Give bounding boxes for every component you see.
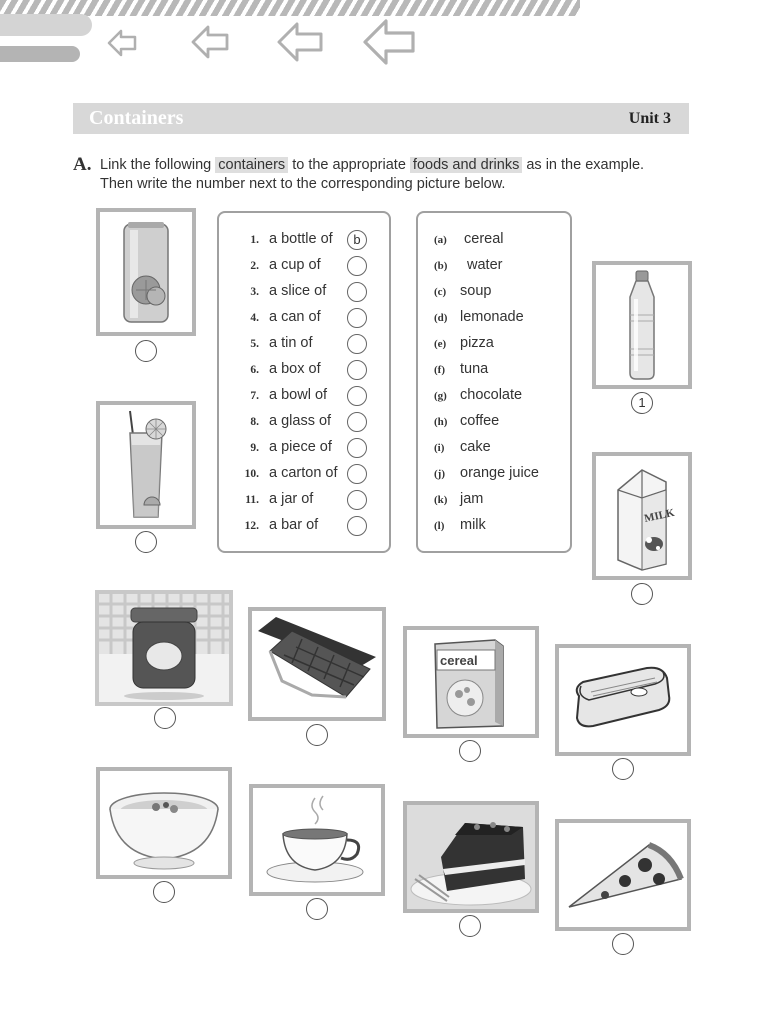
- container-phrase: a bar of: [269, 517, 319, 533]
- container-phrase: a glass of: [269, 413, 332, 429]
- water-bottle-icon: [596, 265, 688, 385]
- list-item: [418, 438, 570, 460]
- tuna-tin-icon: [559, 648, 687, 752]
- list-item: [418, 464, 570, 486]
- list-item: [418, 308, 570, 330]
- list-item: [219, 412, 389, 434]
- carton-picture: [592, 452, 692, 580]
- list-item: [418, 334, 570, 356]
- arrow-left-icon: [106, 28, 138, 58]
- food-word: lemonade: [460, 309, 524, 325]
- food-letter: (a): [434, 234, 447, 246]
- food-letter: (h): [434, 416, 448, 428]
- top-stripe-decoration: [0, 0, 580, 16]
- list-item: [219, 256, 389, 278]
- list-item: [219, 360, 389, 382]
- food-word: milk: [460, 517, 486, 533]
- picture-number-circle[interactable]: [612, 933, 634, 955]
- food-word: soup: [460, 283, 492, 299]
- answer-circle[interactable]: [347, 308, 367, 328]
- list-item: [219, 386, 389, 408]
- list-item: [418, 360, 570, 382]
- picture-number-circle[interactable]: [153, 881, 175, 903]
- item-number: 8.: [250, 416, 259, 428]
- pizza-pizza-slice-icon: [559, 823, 687, 927]
- item-number: 9.: [250, 442, 259, 454]
- list-item: [418, 516, 570, 538]
- cereal-picture: [403, 626, 539, 738]
- food-word: tuna: [460, 361, 489, 377]
- picture-number-circle[interactable]: [306, 898, 328, 920]
- picture-number-circle[interactable]: [459, 740, 481, 762]
- foods-list: [416, 211, 572, 553]
- highlight-containers: containers: [215, 157, 288, 173]
- jam-jar-icon: [99, 594, 229, 702]
- can-picture: [96, 208, 196, 336]
- container-phrase: a cup of: [269, 257, 321, 273]
- food-letter: (l): [434, 520, 445, 532]
- chocolate-bar-icon: [252, 611, 382, 717]
- answer-circle[interactable]: [347, 516, 367, 536]
- item-number: 1.: [250, 234, 259, 246]
- arrow-left-icon: [362, 18, 416, 66]
- tab-decoration: [0, 14, 92, 36]
- answer-circle[interactable]: [347, 360, 367, 380]
- answer-circle[interactable]: [347, 282, 367, 302]
- food-letter: (g): [434, 390, 447, 402]
- food-word: chocolate: [460, 387, 523, 403]
- soup-bowl-icon: [100, 771, 228, 875]
- cake-slice-icon: [407, 805, 535, 909]
- container-phrase: a bowl of: [269, 387, 328, 403]
- picture-number-circle[interactable]: [135, 531, 157, 553]
- answer-circle[interactable]: [347, 334, 367, 354]
- tin-picture: [555, 644, 691, 756]
- soup-picture: [96, 767, 232, 879]
- answer-circle[interactable]: [347, 386, 367, 406]
- containers-list: [217, 211, 391, 553]
- cereal-box-label: cereal: [440, 653, 478, 668]
- food-word: cake: [460, 439, 491, 455]
- food-letter: (e): [434, 338, 447, 350]
- container-phrase: a box of: [269, 361, 321, 377]
- container-phrase: a piece of: [269, 439, 332, 455]
- list-item: [219, 438, 389, 460]
- arrow-left-icon: [276, 21, 324, 63]
- instruction-text: as in the example.: [526, 157, 645, 173]
- coffee-cup-icon: [253, 788, 381, 892]
- instruction-text: Link the following: [100, 157, 212, 173]
- list-item: [418, 490, 570, 512]
- item-number: 7.: [250, 390, 259, 402]
- food-letter: (f): [434, 364, 445, 376]
- answer-circle[interactable]: [347, 438, 367, 458]
- chocolate-picture: [248, 607, 386, 721]
- item-number: 6.: [250, 364, 259, 376]
- food-letter: (k): [434, 494, 448, 506]
- unit-header: [73, 103, 689, 134]
- food-word: jam: [460, 491, 484, 507]
- carton-label: MILK: [643, 506, 676, 525]
- food-letter: (d): [434, 312, 448, 324]
- list-item: [418, 386, 570, 408]
- arrow-left-icon: [190, 24, 230, 60]
- food-letter: (i): [434, 442, 445, 454]
- tab-decoration: [0, 46, 80, 62]
- list-item: [219, 282, 389, 304]
- picture-number-circle[interactable]: [612, 758, 634, 780]
- container-phrase: a jar of: [269, 491, 314, 507]
- food-word: pizza: [460, 335, 494, 351]
- list-item: [418, 282, 570, 304]
- picture-number-circle[interactable]: [306, 724, 328, 746]
- container-phrase: a slice of: [269, 283, 327, 299]
- list-item: [219, 490, 389, 512]
- highlight-foods: foods and drinks: [410, 157, 522, 173]
- food-letter: (b): [434, 260, 448, 272]
- unit-label: Unit 3: [628, 110, 671, 127]
- cereal-box-icon: [407, 630, 535, 734]
- list-item: [219, 334, 389, 356]
- answer-circle[interactable]: [347, 412, 367, 432]
- instruction-text: Then write the number next to the corresponding picture below.: [100, 176, 506, 192]
- picture-number-circle[interactable]: 1: [631, 392, 653, 414]
- list-item: [219, 308, 389, 330]
- milk-carton-icon: [596, 456, 688, 576]
- item-number: 4.: [250, 312, 259, 324]
- container-phrase: a carton of: [269, 465, 338, 481]
- list-item: [418, 230, 570, 252]
- instructions: [100, 156, 700, 194]
- item-number: 12.: [244, 520, 259, 532]
- food-letter: (c): [434, 286, 447, 298]
- pizza-picture: [555, 819, 691, 931]
- picture-number-circle[interactable]: [459, 915, 481, 937]
- food-word: cereal: [464, 231, 504, 247]
- food-word: water: [467, 257, 503, 273]
- food-letter: (j): [434, 468, 445, 480]
- cake-picture: [403, 801, 539, 913]
- picture-number-circle[interactable]: [154, 707, 176, 729]
- answer-circle[interactable]: [347, 464, 367, 484]
- coffee-picture: [249, 784, 385, 896]
- container-phrase: a bottle of: [269, 231, 333, 247]
- list-item: [219, 516, 389, 538]
- lemonade-glass-icon: [100, 405, 192, 525]
- section-letter: A.: [73, 154, 92, 175]
- food-word: orange juice: [460, 465, 539, 481]
- container-phrase: a tin of: [269, 335, 313, 351]
- list-item: [418, 256, 570, 278]
- list-item: [219, 230, 389, 252]
- item-number: 10.: [244, 468, 259, 480]
- picture-number-circle[interactable]: [135, 340, 157, 362]
- list-item: [219, 464, 389, 486]
- bottle-picture: [592, 261, 692, 389]
- picture-number-circle[interactable]: [631, 583, 653, 605]
- food-word: coffee: [460, 413, 500, 429]
- instruction-text: to the appropriate: [292, 157, 406, 173]
- soda-can-icon: [100, 212, 192, 332]
- glass-picture: [96, 401, 196, 529]
- list-item: [418, 412, 570, 434]
- item-number: 3.: [250, 286, 259, 298]
- page-title: Containers: [89, 107, 184, 129]
- answer-circle[interactable]: b: [347, 230, 367, 250]
- item-number: 11.: [245, 494, 259, 506]
- container-phrase: a can of: [269, 309, 321, 325]
- answer-circle[interactable]: [347, 490, 367, 510]
- jar-picture: [95, 590, 233, 706]
- item-number: 2.: [250, 260, 259, 272]
- answer-circle[interactable]: [347, 256, 367, 276]
- item-number: 5.: [250, 338, 259, 350]
